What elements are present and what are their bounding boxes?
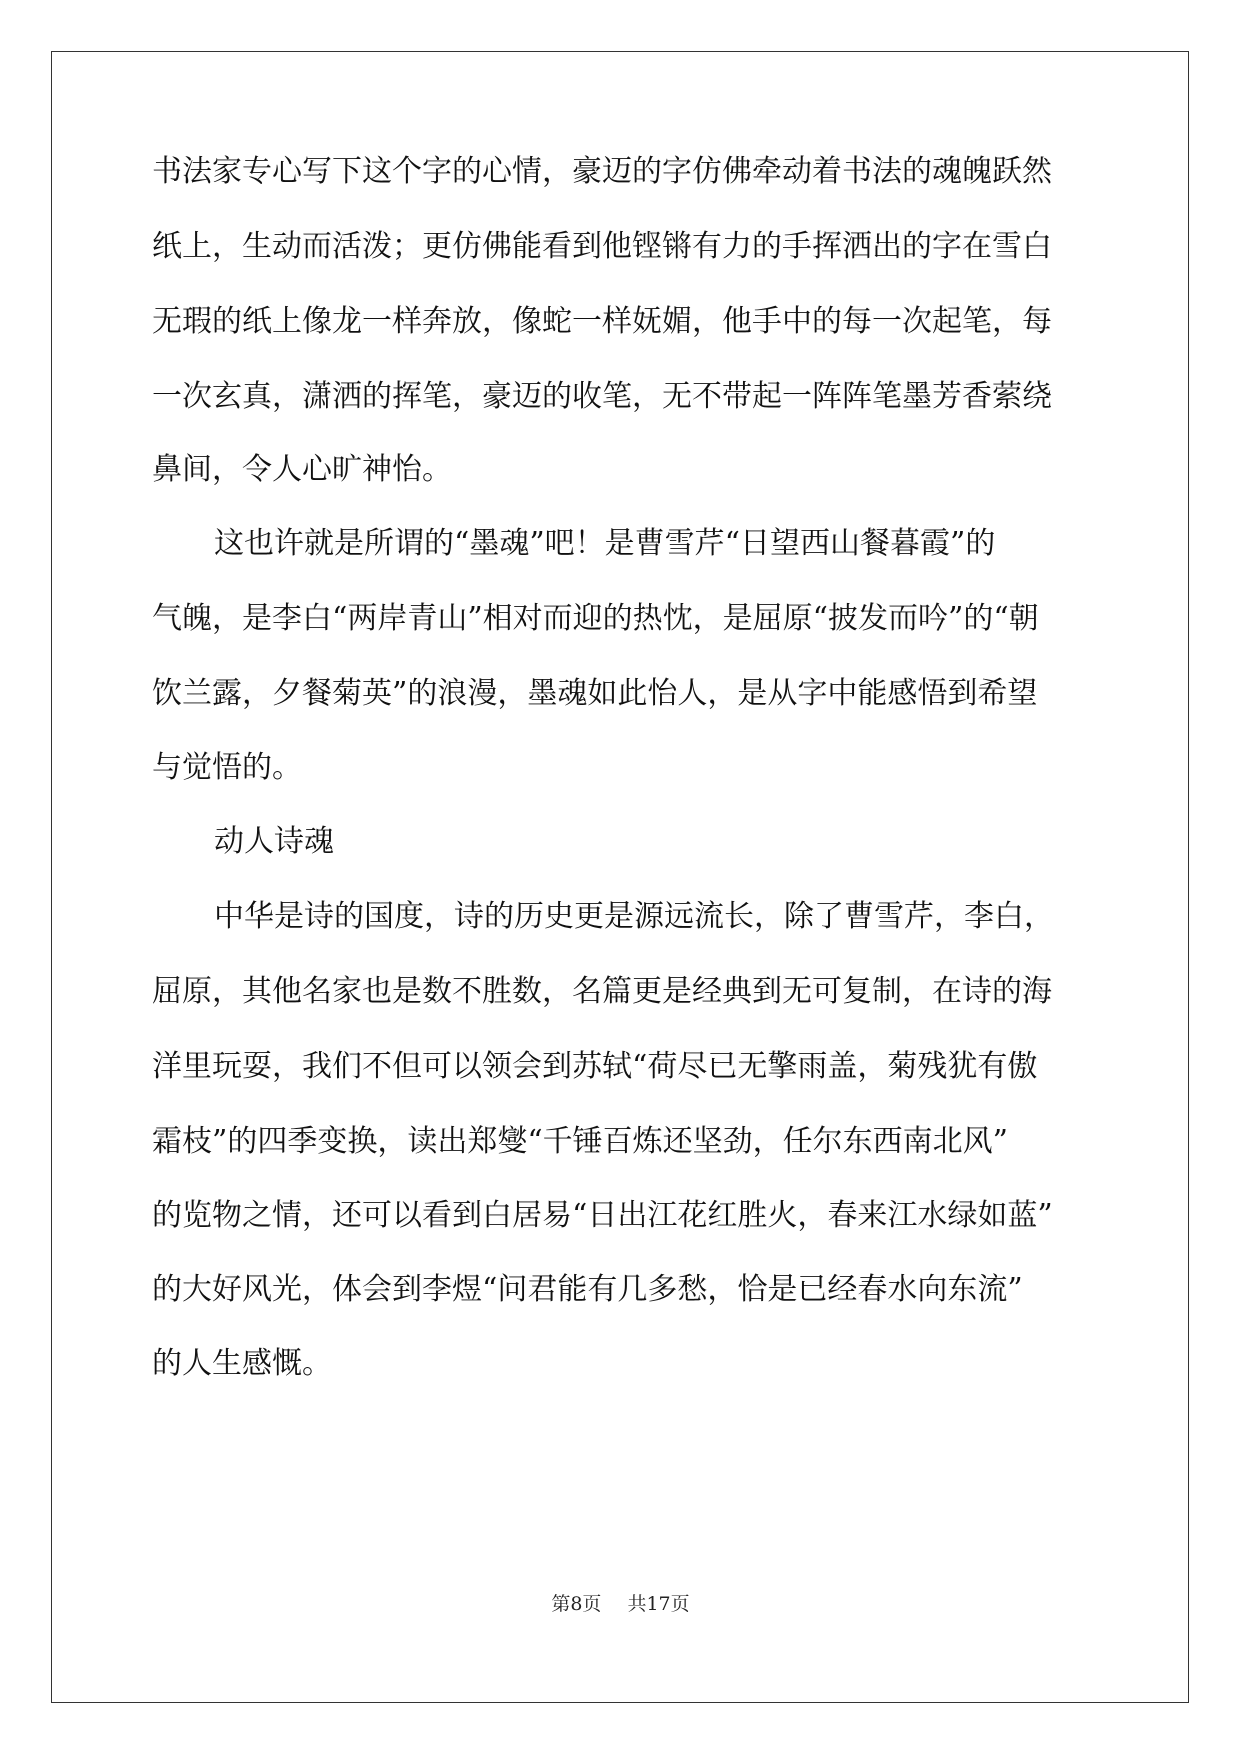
text-line: 鼻间，令人心旷神怡。 [152,452,452,487]
text-line: 饮兰露，夕餐菊英”的浪漫，墨魂如此怡人，是从字中能感悟到希望 [152,676,1038,711]
page-border [51,51,1189,1703]
text-line: 的览物之情，还可以看到白居易“日出江花红胜火，春来江水绿如蓝” [152,1198,1053,1233]
text-line: 中华是诗的国度，诗的历史更是源远流长，除了曹雪芹，李白， [214,899,1054,934]
text-line: 的大好风光，体会到李煜“问君能有几多愁，恰是已经春水向东流” [152,1272,1023,1307]
text-line: 一次玄真，潇洒的挥笔，豪迈的收笔，无不带起一阵阵笔墨芳香萦绕 [152,379,1052,414]
text-line: 屈原，其他名家也是数不胜数，名篇更是经典到无可复制，在诗的海 [152,974,1052,1009]
page-number: 第8页 [551,1593,602,1615]
text-line: 书法家专心写下这个字的心情，豪迈的字仿佛牵动着书法的魂魄跃然 [152,154,1052,189]
text-line: 洋里玩耍，我们不但可以领会到苏轼“荷尽已无擎雨盖，菊残犹有傲 [152,1049,1038,1084]
text-line: 与觉悟的。 [152,750,302,785]
text-line: 霜枝”的四季变换，读出郑燮“千锤百炼还坚劲，任尔东西南北风” [152,1124,1009,1159]
text-line: 的人生感慨。 [152,1346,332,1381]
text-line: 无瑕的纸上像龙一样奔放，像蛇一样妩媚，他手中的每一次起笔，每 [152,304,1052,339]
text-line: 气魄，是李白“两岸青山”相对而迎的热忱，是屈原“披发而吟”的“朝 [152,601,1039,636]
page-footer [0,1590,1241,1618]
section-heading: 动人诗魂 [214,824,334,859]
page-total: 共17页 [627,1593,690,1615]
text-line: 这也许就是所谓的“墨魂”吧！是曹雪芹“日望西山餐暮霞”的 [214,526,996,561]
text-line: 纸上，生动而活泼；更仿佛能看到他铿锵有力的手挥洒出的字在雪白 [152,229,1052,264]
